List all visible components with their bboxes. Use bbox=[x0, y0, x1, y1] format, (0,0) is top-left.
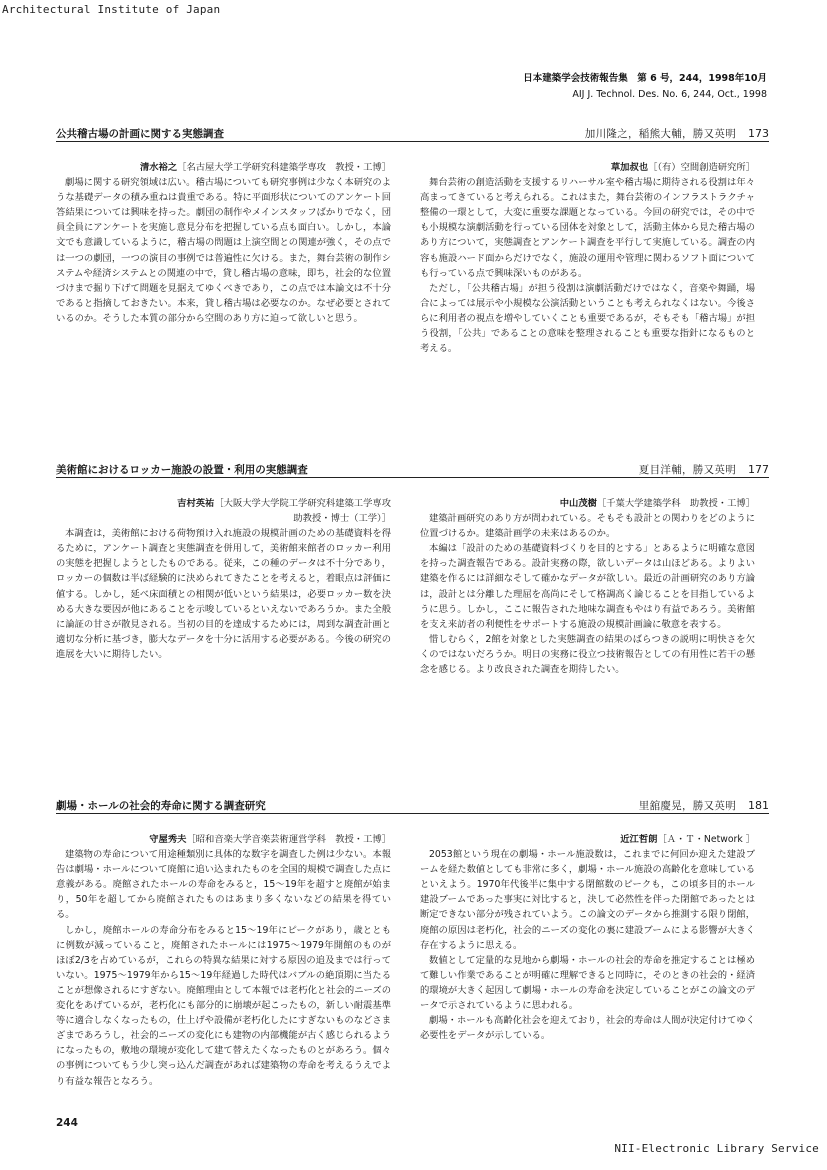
reviewer-affiliation: ［大阪大学大学院工学研究科建築工学専攻 bbox=[214, 498, 391, 509]
page-number: 244 bbox=[56, 1117, 78, 1129]
reviewer-name: 草加叔也 bbox=[610, 162, 649, 173]
reviewer-line bbox=[420, 496, 755, 511]
review-column bbox=[420, 832, 755, 1043]
review-paragraph: しかし，廃館ホールの寿命分布をみると15～19年にピークがあり，歳とともに例数が減っていること，廃館されたホールには1975～1979年開館のものがほぼ2/3を占めているが，これらの特異な結果に対する原因の追及までは行っていない。1975～1979年から15～19年経過した時代はバブルの絶頂期に当たることが想像されるにすぎない。廃館理由として本報では老朽化と社会的ニーズの変化をあげているが，老朽化にも部分的に崩壊が起こったもの，新しい耐震基準等に適合しなくなったもの，仕上げや設備が老朽化したにすぎないものなどさまざまであろうし，社会的ニーズの変化にも建物の内部機能が古く感じられるようになったもの，敷地の環境が変化して建て替えたくなったものとがあろう。個々の事例についてもう少し突っ込んだ調査があれば建築物の寿命を考えるうえでより有益な報告となろう。 bbox=[56, 924, 391, 1087]
paper-authors-group bbox=[639, 462, 769, 477]
paper-authors: 加川隆之，稲熊大輔，勝又英明 bbox=[584, 128, 736, 140]
review-paragraph: 数値として定量的な見地から劇場・ホールの社会的寿命を推定することは極めて難しい作業であることが明確に理解できると同時に，そのときの社会的・経済的環境が大きく起因して劇場・ホールの寿命を決定していることがこの論文のデータで示されているように思われる。 bbox=[420, 954, 755, 1012]
reviewer-line bbox=[56, 832, 391, 847]
paper-authors: 夏目洋輔，勝又英明 bbox=[638, 464, 736, 476]
review-column bbox=[420, 496, 755, 677]
reviewer-line bbox=[56, 496, 391, 511]
reviewer-name: 清水裕之 bbox=[139, 162, 178, 173]
review-paragraph: 建築計画研究のあり方が問われている。そもそも設計との関わりをどのように位置づけるか。建築計画学の未来はあるのか。 bbox=[420, 513, 755, 540]
reviewer-name: 中山茂樹 bbox=[559, 498, 597, 509]
review-paragraph: 劇場・ホールも高齢化社会を迎えており，社会的寿命は人間が決定付けてゆく必要性をデータが示している。 bbox=[420, 1015, 755, 1042]
journal-header-japanese: 日本建築学会技術報告集 第 6 号，244，1998年10月 bbox=[523, 73, 767, 84]
review-column bbox=[420, 160, 755, 356]
section-title-row bbox=[56, 793, 769, 814]
paper-title: 公共稽古場の計画に関する実態調査 bbox=[56, 128, 224, 140]
paper-page: 173 bbox=[748, 127, 769, 140]
review-column bbox=[56, 160, 391, 326]
paper-title: 美術館におけるロッカー施設の設置・利用の実態調査 bbox=[56, 464, 308, 476]
paper-page: 177 bbox=[748, 463, 769, 476]
reviewer-affiliation: ［千葉大学建築学科 助教授・工博］ bbox=[596, 498, 755, 509]
review-paragraph: ただし，「公共稽古場」が担う役割は演劇活動だけではなく，音楽や舞踊，場合によっては展示や小規模な公演活動ということも考えられなくはない。今後さらに利用者の視点を増やしていくことも重要であるが，そもそも「稽古場」が担う役割，「公共」であることの意味を整理されることも重要な指針になるものと考える。 bbox=[420, 282, 755, 355]
paper-authors: 里舘慶晃，勝又英明 bbox=[638, 800, 736, 812]
review-paragraph: 劇場に関する研究領域は広い。稽古場についても研究事例は少なく本研究のような基礎データの積み重ねは貴重である。特に平面形状についてのアンケート回答結果については興味を持った。劇団の制作やメインスタッフばかりでなく，団員全員にアンケートを実施し意見分布を把握している点も面白い。しかし，本論文でも意識しているように，稽古場の問題は上演空間との関連が強く，その点では一つの劇団，一つの演目の事例では普遍性に欠ける。また，舞台芸術の制作システムや経済システムとの関連の中で，貸し稽古場の意味，即ち，社会的な位置づけまで掘り下げて問題を見据えてゆくべきであり，この点では本論文は不十分であると指摘しておきたい。本来，貸し稽古場は必要なのか。なぜ必要とされているのか。そうした本質の部分から空間のあり方に迫って欲しいと思う。 bbox=[56, 177, 391, 324]
reviewer-affiliation: ［昭和音楽大学音楽芸術運営学科 教授・工博］ bbox=[186, 834, 391, 845]
review-paragraph: 舞台芸術の創造活動を支援するリハーサル室や稽古場に期待される役割は年々高まってきていると考えられる。これはまた，舞台芸術のインフラストラクチャ整備の一環として，大変に重要な課題となっている。今回の研究では，その中でも小規模な演劇活動を行っている団体を対象として，活動主体から見た稽古場のあり方について，実態調査とアンケート調査を平行して実施している。調査の内容も施設ハード面からだけでなく，施設の運用や管理に関わるソフト面についても行っている点で興味深いものがある。 bbox=[420, 177, 755, 279]
reviewer-affiliation-line2: 助教授・博士（工学）］ bbox=[293, 513, 391, 525]
review-paragraph: 2053館という現在の劇場・ホール施設数は，これまでに何回か迎えた建設ブームを経た数値としても非常に多く，劇場・ホール施設の高齢化を意味しているといえよう。1970年代後半に集中する閉館数のピークも，この頃多目的ホール建設ブームであった事実に対比すると，決して必然性を伴った閉館であったとは断定できない部分が残されていよう。この論文のデータから推測する限り閉館，廃館の原因は老朽化，社会的ニーズの変化の裏に建設ブームによる影響が大きく存在するように思える。 bbox=[420, 849, 755, 951]
journal-header-english: AIJ J. Technol. Des. No. 6, 244, Oct., 1998 bbox=[572, 89, 767, 100]
paper-authors-group bbox=[585, 126, 769, 141]
reviewer-line bbox=[420, 832, 755, 847]
reviewer-name: 吉村英祐 bbox=[177, 498, 215, 509]
watermark-top: Architectural Institute of Japan bbox=[2, 3, 221, 16]
watermark-bottom: NII-Electronic Library Service bbox=[614, 1142, 819, 1155]
reviewer-line bbox=[420, 160, 755, 175]
paper-authors-group bbox=[639, 798, 769, 813]
reviewer-affiliation: ［Ａ・Ｔ・Network ］ bbox=[657, 834, 755, 845]
review-paragraph: 本調査は，美術館における荷物預け入れ施設の規模計画のための基礎資料を得るために，アンケート調査と実態調査を併用して，美術館来館者のロッカー利用の実態を把握しようとしたものである。従来，この種のデータは不十分であり，ロッカーの個数は半ば経験的に決められてきたことを考えると，着眼点は評価に値する。しかし，延べ床面積との相関が低いという結果は，必要ロッカー数を決める大きな要因が他にあることを示唆しているといえないであろうか。また全般に論証の甘さが散見される。当初の目的を達成するためには，周到な調査計画と適切な分析に基づき，膨大なデータを十分に活用する必要がある。今後の研究の進展を大いに期待したい。 bbox=[56, 528, 391, 660]
section-title-row bbox=[56, 121, 769, 142]
reviewer-name: 守屋秀夫 bbox=[149, 834, 187, 845]
review-paragraph: 本編は「設計のための基礎資料づくりを目的とする」とあるように明確な意図を持った調査報告である。設計実務の際，欲しいデータは山ほどある。よりよい建築を作るには詳細なそして確かなデータが欲しい。最近の計画研究のあり方論は，設計とは分離した理屈を高尚にそして格調高く論じることを目指しているように思う。しかし，ここに報告された地味な調査もやはり有益であろう。美術館を支え来訪者の利便性をサポートする施設の規模計画論に敬意を表する。 bbox=[420, 543, 755, 630]
review-column bbox=[56, 496, 391, 662]
review-column bbox=[56, 832, 391, 1089]
review-paragraph: 建築物の寿命について用途種類別に具体的な数字を調査した例は少ない。本報告は劇場・ホールについて廃館に追い込まれたものを全国的規模で調査した点に意義がある。廃館されたホールの寿命をみると，15～19年を超すと廃館が始まり，50年を超してから廃館されたものはあまり多くないなどの結果を得ている。 bbox=[56, 849, 391, 921]
reviewer-affiliation: ［名古屋大学工学研究科建築学専攻 教授・工博］ bbox=[177, 162, 391, 173]
paper-page: 181 bbox=[748, 799, 769, 812]
section-title-row bbox=[56, 457, 769, 478]
paper-title: 劇場・ホールの社会的寿命に関する調査研究 bbox=[56, 800, 266, 812]
reviewer-affiliation: ［（有）空間創造研究所］ bbox=[648, 162, 755, 173]
reviewer-line bbox=[56, 160, 391, 175]
reviewer-name: 近江哲朗 bbox=[620, 834, 658, 845]
review-paragraph: 惜しむらく，2館を対象とした実態調査の結果のばらつきの説明に明快さを欠くのではないだろうか。明日の実務に役立つ技術報告としての有用性に若干の懸念を感じる。より改良された調査を期待したい。 bbox=[420, 633, 755, 676]
